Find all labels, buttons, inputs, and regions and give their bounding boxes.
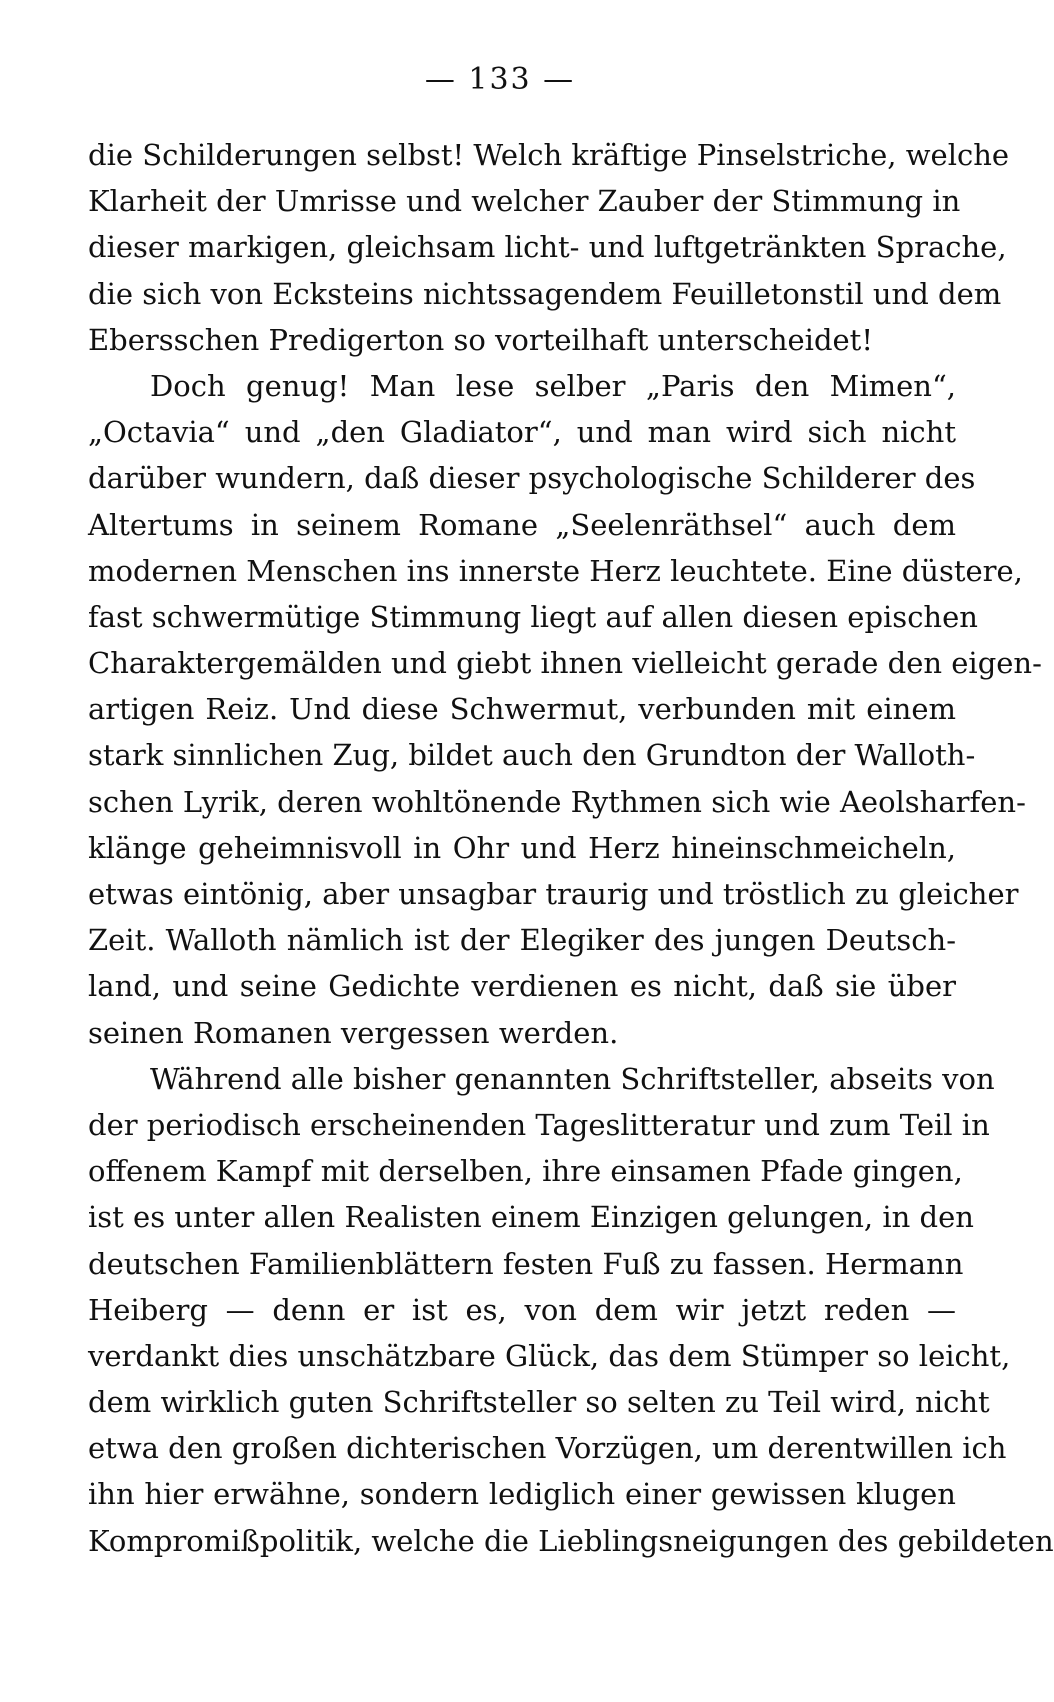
- text-line: Kompromißpolitik, welche die Lieblingsneigungen des gebildeten: [88, 1523, 1054, 1558]
- text-line: ihn hier erwähne, sondern lediglich einer gewissen klugen: [88, 1477, 956, 1512]
- text-line: etwas eintönig, aber unsagbar traurig und tröstlich zu gleicher: [88, 877, 1019, 911]
- text-line: ist es unter allen Realisten einem Einzigen gelungen, in den: [88, 1200, 974, 1235]
- text-line: Klarheit der Umrisse und welcher Zauber der Stimmung in: [88, 184, 961, 219]
- text-line: land, und seine Gedichte verdienen es nicht, daß sie über: [88, 969, 956, 1004]
- text-line: stark sinnlichen Zug, bildet auch den Grundton der Walloth-: [88, 738, 976, 773]
- text-line: dem wirklich guten Schriftsteller so selten zu Teil wird, nicht: [88, 1385, 990, 1420]
- text-line: modernen Menschen ins innerste Herz leuchtete. Eine düstere,: [88, 553, 1023, 588]
- text-line: Zeit. Walloth nämlich ist der Elegiker des jungen Deutsch-: [88, 923, 956, 958]
- text-line: Altertums in seinem Romane „Seelenräthsel“ auch dem: [88, 507, 956, 542]
- page-number: — 133 —: [424, 62, 576, 97]
- text-line: „Octavia“ und „den Gladiator“, und man wird sich nicht: [88, 415, 956, 450]
- text-line: seinen Romanen vergessen werden.: [88, 1015, 619, 1050]
- text-line: die Schilderungen selbst! Welch kräftige Pinselstriche, welche: [88, 138, 1010, 172]
- text-line: Heiberg — denn er ist es, von dem wir jetzt reden —: [88, 1292, 956, 1327]
- text-line: dieser markigen, gleichsam licht- und luftgetränkten Sprache,: [88, 230, 1007, 265]
- text-line: etwa den großen dichterischen Vorzügen, um derentwillen ich: [88, 1431, 1007, 1466]
- text-line: Ebersschen Predigerton so vorteilhaft unterscheidet!: [88, 322, 873, 357]
- text-line: offenem Kampf mit derselben, ihre einsamen Pfade gingen,: [88, 1154, 963, 1189]
- text-line: deutschen Familienblättern festen Fuß zu fassen. Hermann: [88, 1246, 964, 1281]
- body-text: [88, 132, 1054, 1564]
- text-line: schen Lyrik, deren wohltönende Rythmen sich wie Aeolsharfen-: [88, 784, 1026, 819]
- text-line: artigen Reiz. Und diese Schwermut, verbunden mit einem: [88, 692, 956, 727]
- text-line: die sich von Ecksteins nichtssagendem Feuilletonstil und dem: [88, 276, 1002, 311]
- text-line: klänge geheimnisvoll in Ohr und Herz hineinschmeicheln,: [88, 830, 956, 865]
- text-line: Während alle bisher genannten Schriftsteller, abseits von: [150, 1061, 995, 1096]
- text-line: der periodisch erscheinenden Tageslitteratur und zum Teil in: [88, 1107, 990, 1142]
- text-line: verdankt dies unschätzbare Glück, das dem Stümper so leicht,: [88, 1338, 1011, 1373]
- text-line: fast schwermütige Stimmung liegt auf allen diesen epischen: [88, 599, 978, 634]
- text-line: Charaktergemälden und giebt ihnen vielleicht gerade den eigen-: [88, 646, 1042, 681]
- text-line: darüber wundern, daß dieser psychologische Schilderer des: [88, 461, 976, 496]
- text-line: Doch genug! Man lese selber „Paris den Mimen“,: [150, 368, 956, 403]
